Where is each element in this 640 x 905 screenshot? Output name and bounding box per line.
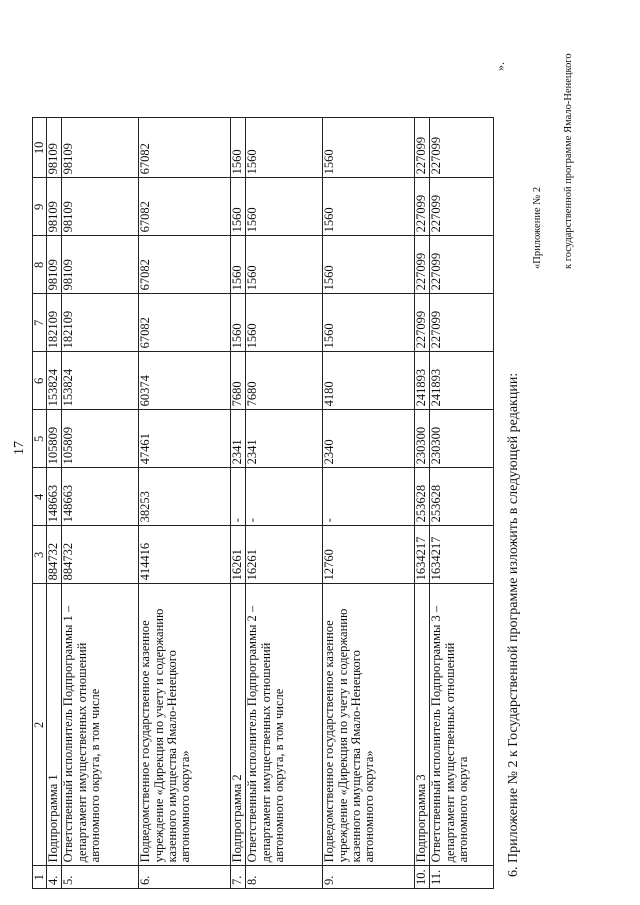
- value-cell: 67082: [139, 178, 231, 236]
- row-number: 10.: [415, 866, 430, 889]
- value-cell: 67082: [139, 236, 231, 294]
- value-cell: 230300: [415, 410, 430, 468]
- table-body: [33, 118, 494, 889]
- value-cell: 47461: [139, 410, 231, 468]
- table-row: [62, 118, 139, 889]
- closing-quote: ».: [493, 62, 507, 71]
- value-cell: 148663: [47, 468, 62, 526]
- row-name: Подведомственное государственное казенное учреждение «Дирекция по учету и содержанию казенного имущества Ямало-Ненецкого автономного округа»: [323, 584, 415, 866]
- value-cell: 7680: [231, 352, 246, 410]
- annex-subtitle: к государственной программе Ямало-Ненецкого: [563, 53, 574, 269]
- value-cell: 67082: [139, 294, 231, 352]
- value-cell: 1560: [246, 118, 323, 178]
- value-cell: -: [323, 468, 415, 526]
- row-number: 8.: [246, 866, 323, 889]
- value-cell: 1560: [323, 178, 415, 236]
- value-cell: 1560: [246, 294, 323, 352]
- value-cell: 230300: [430, 410, 494, 468]
- row-name: Подпрограмма 2: [231, 584, 246, 866]
- value-cell: 67082: [139, 118, 231, 178]
- value-cell: 7680: [246, 352, 323, 410]
- value-cell: 105809: [62, 410, 139, 468]
- row-number: 7.: [231, 866, 246, 889]
- value-cell: 253628: [415, 468, 430, 526]
- value-cell: 227099: [415, 236, 430, 294]
- value-cell: 227099: [415, 118, 430, 178]
- value-cell: 227099: [430, 294, 494, 352]
- row-name: Подпрограмма 3: [415, 584, 430, 866]
- row-number: 6.: [139, 866, 231, 889]
- value-cell: 12760: [323, 526, 415, 584]
- value-cell: 241893: [430, 352, 494, 410]
- value-cell: 16261: [231, 526, 246, 584]
- column-number: 3: [33, 526, 47, 584]
- value-cell: 227099: [415, 178, 430, 236]
- value-cell: 1560: [231, 118, 246, 178]
- value-cell: 241893: [415, 352, 430, 410]
- value-cell: 16261: [246, 526, 323, 584]
- value-cell: 884732: [47, 526, 62, 584]
- value-cell: 98109: [62, 118, 139, 178]
- value-cell: 98109: [62, 236, 139, 294]
- value-cell: 414416: [139, 526, 231, 584]
- budget-table: [32, 117, 494, 889]
- value-cell: 98109: [47, 118, 62, 178]
- column-number: 5: [33, 410, 47, 468]
- value-cell: 227099: [430, 236, 494, 294]
- value-cell: 105809: [47, 410, 62, 468]
- value-cell: -: [246, 468, 323, 526]
- page-number: 17: [12, 441, 27, 455]
- value-cell: 4180: [323, 352, 415, 410]
- annex-title: «Приложение № 2: [532, 186, 543, 269]
- value-cell: 98109: [47, 236, 62, 294]
- column-number: 8: [33, 236, 47, 294]
- row-name: Подведомственное государственное казенное учреждение «Дирекция по учету и содержанию казенного имущества Ямало-Ненецкого автономного округа»: [139, 584, 231, 866]
- amendment-paragraph: 6. Приложение № 2 к Государственной программе изложить в следующей редакции:: [506, 372, 521, 877]
- column-number: 4: [33, 468, 47, 526]
- value-cell: 253628: [430, 468, 494, 526]
- value-cell: 2341: [231, 410, 246, 468]
- value-cell: 60374: [139, 352, 231, 410]
- value-cell: 227099: [415, 294, 430, 352]
- row-name: Ответственный исполнитель Подпрограммы 2 – департамент имущественных отношений автономного округа, в том числе: [246, 584, 323, 866]
- column-number: 2: [33, 584, 47, 866]
- value-cell: 98109: [62, 178, 139, 236]
- column-number: 6: [33, 352, 47, 410]
- value-cell: 38253: [139, 468, 231, 526]
- column-number: 7: [33, 294, 47, 352]
- value-cell: 884732: [62, 526, 139, 584]
- table-row: [323, 118, 415, 889]
- row-name: Подпрограмма 1: [47, 584, 62, 866]
- value-cell: 1560: [246, 178, 323, 236]
- value-cell: 1560: [231, 178, 246, 236]
- value-cell: 1560: [323, 294, 415, 352]
- table-row: [246, 118, 323, 889]
- table-row: [231, 118, 246, 889]
- column-number: 9: [33, 178, 47, 236]
- value-cell: -: [231, 468, 246, 526]
- row-number: 4.: [47, 866, 62, 889]
- value-cell: 227099: [430, 118, 494, 178]
- value-cell: 98109: [47, 178, 62, 236]
- value-cell: 1560: [231, 236, 246, 294]
- value-cell: 227099: [430, 178, 494, 236]
- value-cell: 182109: [47, 294, 62, 352]
- table-row: [415, 118, 430, 889]
- value-cell: 2340: [323, 410, 415, 468]
- value-cell: 153824: [62, 352, 139, 410]
- row-name: Ответственный исполнитель Подпрограммы 1 – департамент имущественных отношений автономного округа, в том числе: [62, 584, 139, 866]
- value-cell: 1560: [323, 118, 415, 178]
- row-number: 11.: [430, 866, 494, 889]
- row-name: Ответственный исполнитель Подпрограммы 3 – департамент имущественных отношений автономного округа: [430, 584, 494, 866]
- value-cell: 153824: [47, 352, 62, 410]
- column-number: 1: [33, 866, 47, 889]
- value-cell: 2341: [246, 410, 323, 468]
- table-header-row: [33, 118, 47, 889]
- row-number: 9.: [323, 866, 415, 889]
- value-cell: 182109: [62, 294, 139, 352]
- value-cell: 1634217: [430, 526, 494, 584]
- column-number: 10: [33, 118, 47, 178]
- row-number: 5.: [62, 866, 139, 889]
- table-row: [139, 118, 231, 889]
- value-cell: 148663: [62, 468, 139, 526]
- table-row: [47, 118, 62, 889]
- value-cell: 1560: [231, 294, 246, 352]
- value-cell: 1560: [323, 236, 415, 294]
- table-row: [430, 118, 494, 889]
- value-cell: 1634217: [415, 526, 430, 584]
- value-cell: 1560: [246, 236, 323, 294]
